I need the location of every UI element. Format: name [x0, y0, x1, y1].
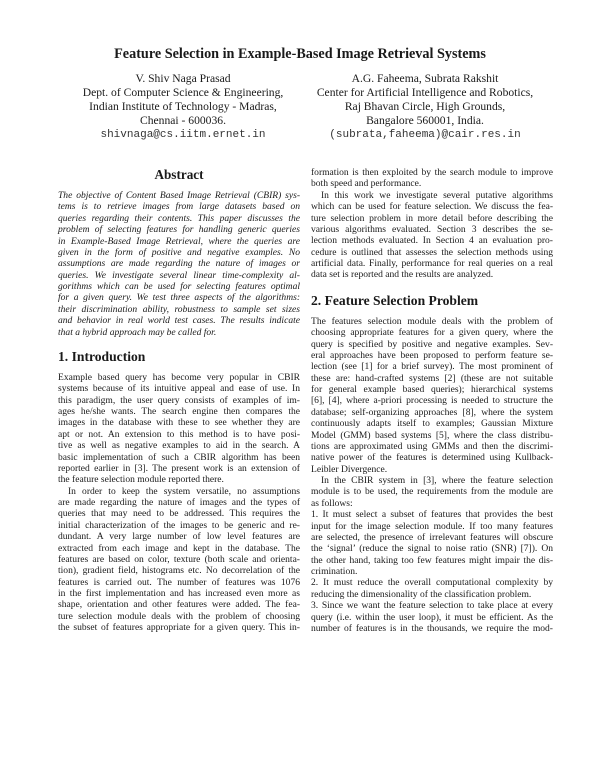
author-affiliation: Indian Institute of Technology - Madras,	[89, 100, 277, 113]
text-line: native power of the features is determined using Kullback-	[311, 452, 553, 464]
text-line: in the first implementation and has increased even more as	[58, 588, 300, 599]
text-line: tions are approximated using GMMs and then the discrimi-	[311, 440, 553, 452]
text-line: In this work we investigate several putative algorithms	[321, 189, 553, 201]
author-name: A.G. Faheema, Subrata Rakshit	[351, 72, 499, 85]
text-line: lection (see [1] for a brief survey). The most prominent of	[311, 361, 553, 373]
text-line: input for the image selection module. If too many features	[311, 520, 553, 532]
text-line: are selected, the presence of irrelevant features will obscure	[311, 531, 553, 543]
text-line: queries regarding their contents. This paper discusses the	[58, 212, 300, 224]
paragraph	[311, 190, 553, 281]
text-line: tems is to retrieve images from large datasets based on	[58, 201, 300, 213]
text-line: lection methods evaluated. In Section 4 an evaluation pro-	[311, 235, 553, 247]
text-line: that a hybrid approach may be called for.	[58, 326, 217, 338]
text-line: The features selection module deals with the problem of	[311, 315, 553, 327]
text-line: queries. We investigate several linear time-complexity al-	[58, 269, 300, 281]
text-line: shape, orientation and other features were added. The fea-	[58, 599, 300, 611]
text-line: Model (GMM) based systems [5], where the class distribu-	[311, 429, 553, 441]
text-line: extracted from each image and kept in the database. The	[58, 542, 300, 554]
text-line: the feature selection module reported there.	[58, 474, 224, 486]
text-line: [6], [4], where a-priori processing is needed to structure the	[311, 395, 553, 407]
paper-title: Feature Selection in Example-Based Image Retrieval Systems	[114, 46, 486, 62]
text-line: Example based query has become very popular in CBIR	[58, 371, 300, 383]
text-line: features are based on color, texture (both scale and orienta-	[58, 553, 300, 565]
text-line: module is to be used, the requirements from the module are	[311, 486, 553, 498]
author-address: Raj Bhavan Circle, High Grounds,	[344, 100, 506, 113]
text-line: eral approaches have been proposed to perform feature se-	[311, 349, 553, 361]
author-email: (subrata,faheema)@cair.res.in	[329, 129, 521, 141]
paragraph	[58, 190, 300, 338]
abstract-heading: Abstract	[154, 167, 204, 182]
paragraph	[58, 372, 300, 486]
text-line: in Example-Based Image Retrieval, where the queries are	[58, 235, 300, 247]
section-heading-introduction: 1. Introduction	[58, 348, 146, 364]
section-heading-feature-selection: 2. Feature Selection Problem	[311, 292, 479, 308]
text-line: crimination.	[311, 566, 358, 577]
text-line: 1. It must select a subset of features that provides the best	[311, 509, 553, 521]
text-line: query (i.e. within the user loop), it must be efficient. As the	[311, 611, 553, 623]
text-line: apt or not. An extension to this method is to have posi-	[58, 428, 300, 440]
text-line: as follows:	[311, 497, 353, 509]
text-line: 2. It must reduce the overall computational complexity by	[311, 577, 553, 589]
paragraph	[311, 475, 553, 509]
text-line: and behavior in real world test cases. The results indicate	[58, 315, 300, 327]
text-line: In order to keep the system versatile, no assumptions	[68, 485, 300, 497]
text-line: reported earlier in [3]. The present work is an extension of	[58, 462, 300, 474]
text-line: features is carried out. The number of features was 1076	[58, 576, 300, 588]
text-line: dundant. A very large number of low level features are	[58, 531, 300, 543]
text-line: problem of selecting features for handling generic queries	[58, 224, 300, 236]
text-line: queries that may need to be addressed. This requires the	[58, 508, 300, 520]
text-line: query is specified by positive and negative examples. Sev-	[311, 338, 553, 350]
text-line: formation is then exploited by the search module to improve	[311, 167, 553, 178]
text-line: the subset of features appropriate for a given query. This in-	[58, 622, 300, 634]
text-line: the other hand, taking too few features might impair the dis-	[311, 554, 553, 566]
paragraph	[58, 486, 300, 634]
author-affiliation: Center for Artificial Intelligence and Robotics,	[316, 86, 534, 99]
text-line: systems because of its intuitive appeal and ease of use. In	[58, 383, 300, 395]
author-address: Chennai - 600036.	[140, 114, 226, 127]
text-line: In the CBIR system in [3], where the feature selection	[321, 475, 553, 486]
section2-body	[311, 316, 553, 635]
text-line: their discrimination ability, robustness to sample set sizes	[58, 303, 300, 315]
text-line: ture selection module deals with the problem of choosing	[58, 610, 300, 622]
text-line: number of features is in the thousands, we require the mod-	[311, 622, 553, 634]
paragraph	[311, 167, 553, 190]
paragraph	[311, 509, 553, 577]
author-name: V. Shiv Naga Prasad	[135, 72, 231, 85]
paragraph	[311, 577, 553, 600]
abstract-body	[58, 190, 300, 338]
text-line: cedure is outlined that assesses the selection methods using	[311, 246, 553, 258]
text-line: ages he/she wants. The search engine then compares the	[58, 406, 300, 417]
text-line: ture selection problem in more detail before describing the	[311, 212, 553, 224]
text-line: 3. Since we want the feature selection to take place at every	[311, 600, 553, 612]
author-email: shivnaga@cs.iitm.ernet.in	[100, 129, 266, 141]
author-block-2	[300, 72, 550, 142]
text-line: this paradigm, the user query consists of examples of im-	[58, 394, 300, 406]
left-column	[58, 166, 300, 634]
text-line: images in the database with these to see whether they are	[58, 417, 300, 429]
text-line: assumptions are made regarding the nature of images or	[58, 258, 300, 270]
text-line: tive as well as negative examples to aid in the search. A	[58, 440, 300, 452]
text-line: Leibler Divergence.	[311, 463, 388, 475]
text-line: are made regarding the nature of images and the types of	[58, 497, 300, 508]
author-affiliation: Dept. of Computer Science & Engineering,	[82, 86, 284, 99]
introduction-continued	[311, 167, 553, 281]
text-line: continuously adapts itself to examples; Gaussian Mixture	[311, 418, 553, 430]
right-column	[311, 167, 553, 634]
text-line: which can be used for feature selection. We discuss the fea-	[311, 201, 553, 213]
text-line: various algorithms evaluated. Section 3 describes the se-	[311, 223, 553, 235]
text-line: initial characterization of the images to be generic and re-	[58, 519, 300, 531]
paragraph	[311, 600, 553, 634]
text-line: The objective of Content Based Image Retrieval (CBIR) sys-	[58, 190, 300, 201]
author-address: Bangalore 560001, India.	[366, 114, 484, 127]
text-line: artificial data. Finally, performance for real queries on a real	[311, 258, 553, 269]
text-line: basic implementation of such a CBIR algorithm has been	[58, 451, 300, 463]
text-line: these are: hand-crafted systems [2] (these are not suitable	[311, 372, 553, 384]
text-line: database; self-organizing approaches [8], where the system	[311, 406, 553, 418]
text-line: reducing the dimensionality of the classification problem.	[311, 588, 532, 600]
text-line: both speed and performance.	[311, 178, 422, 190]
text-line: data set is reported and the results are analyzed.	[311, 269, 494, 281]
text-line: given in the form of positive and negative examples. No	[58, 246, 300, 258]
paragraph	[311, 316, 553, 475]
text-line: for general example based queries); hierarchical systems	[311, 384, 553, 395]
text-line: the ‘signal’ (reduce the signal to noise ratio (SNR) [7]). On	[311, 543, 553, 555]
text-line: for a given query. We test three aspects of the algorithms:	[58, 292, 300, 304]
text-line: gorithms which can be used for selecting features optimal	[58, 281, 300, 292]
text-line: tion), gradient field, histograms etc. No decorrelation of the	[58, 565, 300, 577]
author-block-1	[58, 72, 308, 142]
text-line: choosing appropriate features for a given query, where the	[311, 327, 553, 339]
introduction-body	[58, 372, 300, 634]
